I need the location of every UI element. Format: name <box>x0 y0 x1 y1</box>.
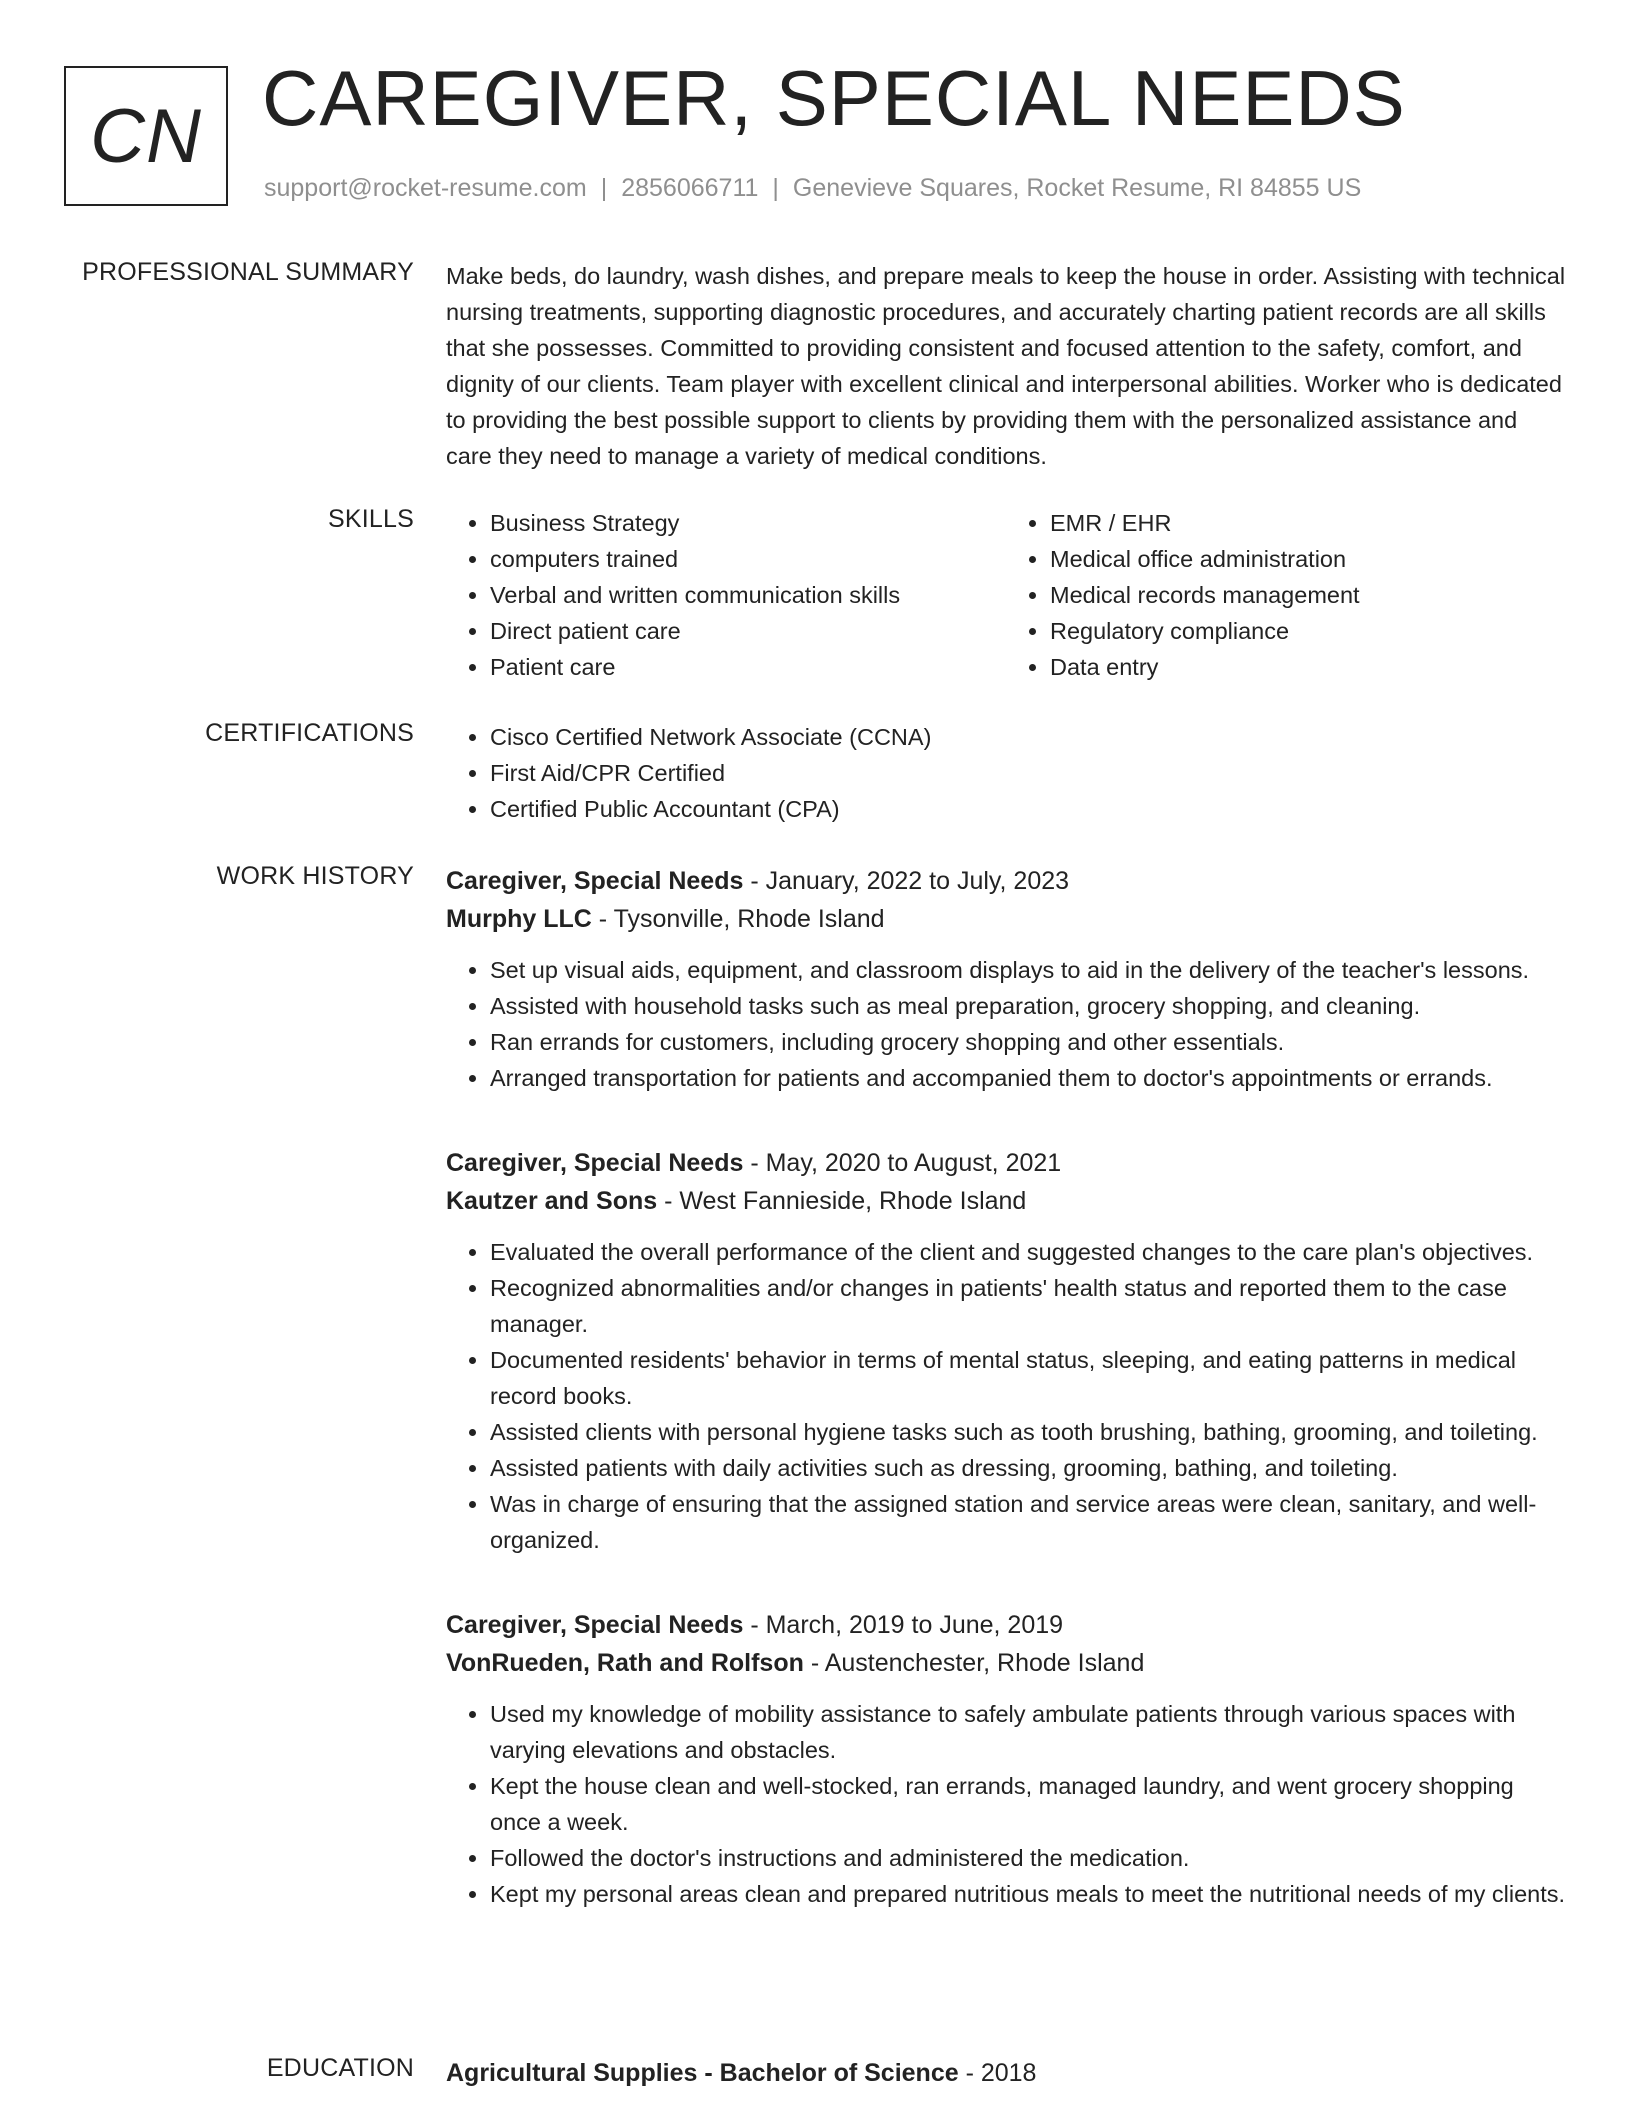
job-duty: • Followed the doctor's instructions and administered the medication. <box>490 1840 1566 1876</box>
job-duties-list <box>446 952 1566 1096</box>
skill-item: • EMR / EHR <box>1050 505 1566 541</box>
certifications-heading: CERTIFICATIONS <box>205 719 414 747</box>
job-location: - West Fannieside, Rhode Island <box>657 1187 1027 1215</box>
contact-separator: | <box>772 174 779 202</box>
job-duty: • Assisted clients with personal hygiene tasks such as tooth brushing, bathing, grooming, and toileting. <box>490 1414 1566 1450</box>
job-entry <box>446 1144 1566 1558</box>
job-duty: • Kept the house clean and well-stocked, ran errands, managed laundry, and went grocery shopping once a week. <box>490 1768 1566 1840</box>
resume-title: CAREGIVER, SPECIAL NEEDS <box>262 54 1406 142</box>
education-line <box>446 2054 1566 2092</box>
job-location: - Austenchester, Rhode Island <box>803 1649 1145 1677</box>
summary-body <box>446 258 1566 474</box>
skill-item: • computers trained <box>490 541 1006 577</box>
job-duty: • Assisted patients with daily activities such as dressing, grooming, bathing, and toileting. <box>490 1450 1566 1486</box>
job-title: Caregiver, Special Needs <box>446 1149 744 1177</box>
job-title: Caregiver, Special Needs <box>446 1611 744 1639</box>
job-duty: • Assisted with household tasks such as meal preparation, grocery shopping, and cleaning. <box>490 988 1566 1024</box>
job-title: Caregiver, Special Needs <box>446 867 744 895</box>
contact-line <box>264 174 1361 203</box>
job-duties-list <box>446 1696 1566 1912</box>
summary-heading: PROFESSIONAL SUMMARY <box>82 258 414 286</box>
work-history-heading: WORK HISTORY <box>216 862 414 890</box>
contact-email: support@rocket-resume.com <box>264 174 587 202</box>
skill-item: • Patient care <box>490 649 1006 685</box>
education-body <box>446 2054 1566 2092</box>
certifications-body <box>446 719 1566 827</box>
job-company: Murphy LLC <box>446 905 592 933</box>
contact-separator: | <box>600 174 608 202</box>
education-degree: Agricultural Supplies - Bachelor of Science <box>446 2059 959 2087</box>
monogram-initials: CN <box>90 93 202 179</box>
job-dates: - May, 2020 to August, 2021 <box>743 1149 1062 1177</box>
job-company-line <box>446 900 1566 938</box>
summary-text: Make beds, do laundry, wash dishes, and prepare meals to keep the house in order. Assisting with technical nursing treatments, supporting diagnostic procedures, and accurately charting patient records are all skills that she possesses. Committed to providing consistent and focused attention to the safety, comfort, and dignity of our clients. Team player with excellent clinical and interpersonal abilities. Worker who is dedicated to providing the best possible support to clients by providing them with the personalized assistance and care they need to manage a variety of medical conditions. <box>446 263 1566 469</box>
education-year: - 2018 <box>958 2059 1037 2087</box>
skills-body <box>446 505 1566 685</box>
job-entry <box>446 862 1566 1096</box>
job-location: - Tysonville, Rhode Island <box>591 905 885 933</box>
job-entry <box>446 1606 1566 1912</box>
job-company: Kautzer and Sons <box>446 1187 658 1215</box>
skill-item: • Business Strategy <box>490 505 1006 541</box>
job-duty: • Was in charge of ensuring that the assigned station and service areas were clean, sanitary, and well-organized. <box>490 1486 1566 1558</box>
contact-address: Genevieve Squares, Rocket Resume, RI 84855 US <box>792 174 1362 202</box>
job-duty: • Ran errands for customers, including grocery shopping and other essentials. <box>490 1024 1566 1060</box>
job-duty: • Documented residents' behavior in terms of mental status, sleeping, and eating patterns in medical record books. <box>490 1342 1566 1414</box>
certification-item: • Certified Public Accountant (CPA) <box>490 791 1566 827</box>
job-duty: • Used my knowledge of mobility assistance to safely ambulate patients through various spaces with varying elevations and obstacles. <box>490 1696 1566 1768</box>
skill-item: • Data entry <box>1050 649 1566 685</box>
skills-heading: SKILLS <box>328 505 414 533</box>
monogram-badge <box>64 66 228 206</box>
skill-item: • Regulatory compliance <box>1050 613 1566 649</box>
job-duty: • Kept my personal areas clean and prepared nutritious meals to meet the nutritional needs of my clients. <box>490 1876 1566 1912</box>
job-company-line <box>446 1182 1566 1220</box>
skills-list-right <box>1006 505 1566 685</box>
education-heading: EDUCATION <box>266 2054 414 2082</box>
job-title-line <box>446 862 1566 900</box>
skill-item: • Medical office administration <box>1050 541 1566 577</box>
skill-item: • Verbal and written communication skills <box>490 577 1006 613</box>
contact-phone: 2856066711 <box>621 174 759 202</box>
job-duty: • Set up visual aids, equipment, and classroom displays to aid in the delivery of the teacher's lessons. <box>490 952 1566 988</box>
job-company-line <box>446 1644 1566 1682</box>
certification-item: • First Aid/CPR Certified <box>490 755 1566 791</box>
job-company: VonRueden, Rath and Rolfson <box>446 1649 804 1677</box>
job-duty: • Arranged transportation for patients and accompanied them to doctor's appointments or errands. <box>490 1060 1566 1096</box>
certifications-list <box>446 719 1566 827</box>
job-dates: - January, 2022 to July, 2023 <box>743 867 1070 895</box>
job-duty: • Evaluated the overall performance of the client and suggested changes to the care plan's objectives. <box>490 1234 1566 1270</box>
work-history-body <box>446 862 1566 1960</box>
skill-item: • Direct patient care <box>490 613 1006 649</box>
job-duty: • Recognized abnormalities and/or changes in patients' health status and reported them to the case manager. <box>490 1270 1566 1342</box>
skill-item: • Medical records management <box>1050 577 1566 613</box>
job-title-line <box>446 1144 1566 1182</box>
job-dates: - March, 2019 to June, 2019 <box>743 1611 1064 1639</box>
job-title-line <box>446 1606 1566 1644</box>
job-duties-list <box>446 1234 1566 1558</box>
skills-list-left <box>446 505 1006 685</box>
certification-item: • Cisco Certified Network Associate (CCNA) <box>490 719 1566 755</box>
